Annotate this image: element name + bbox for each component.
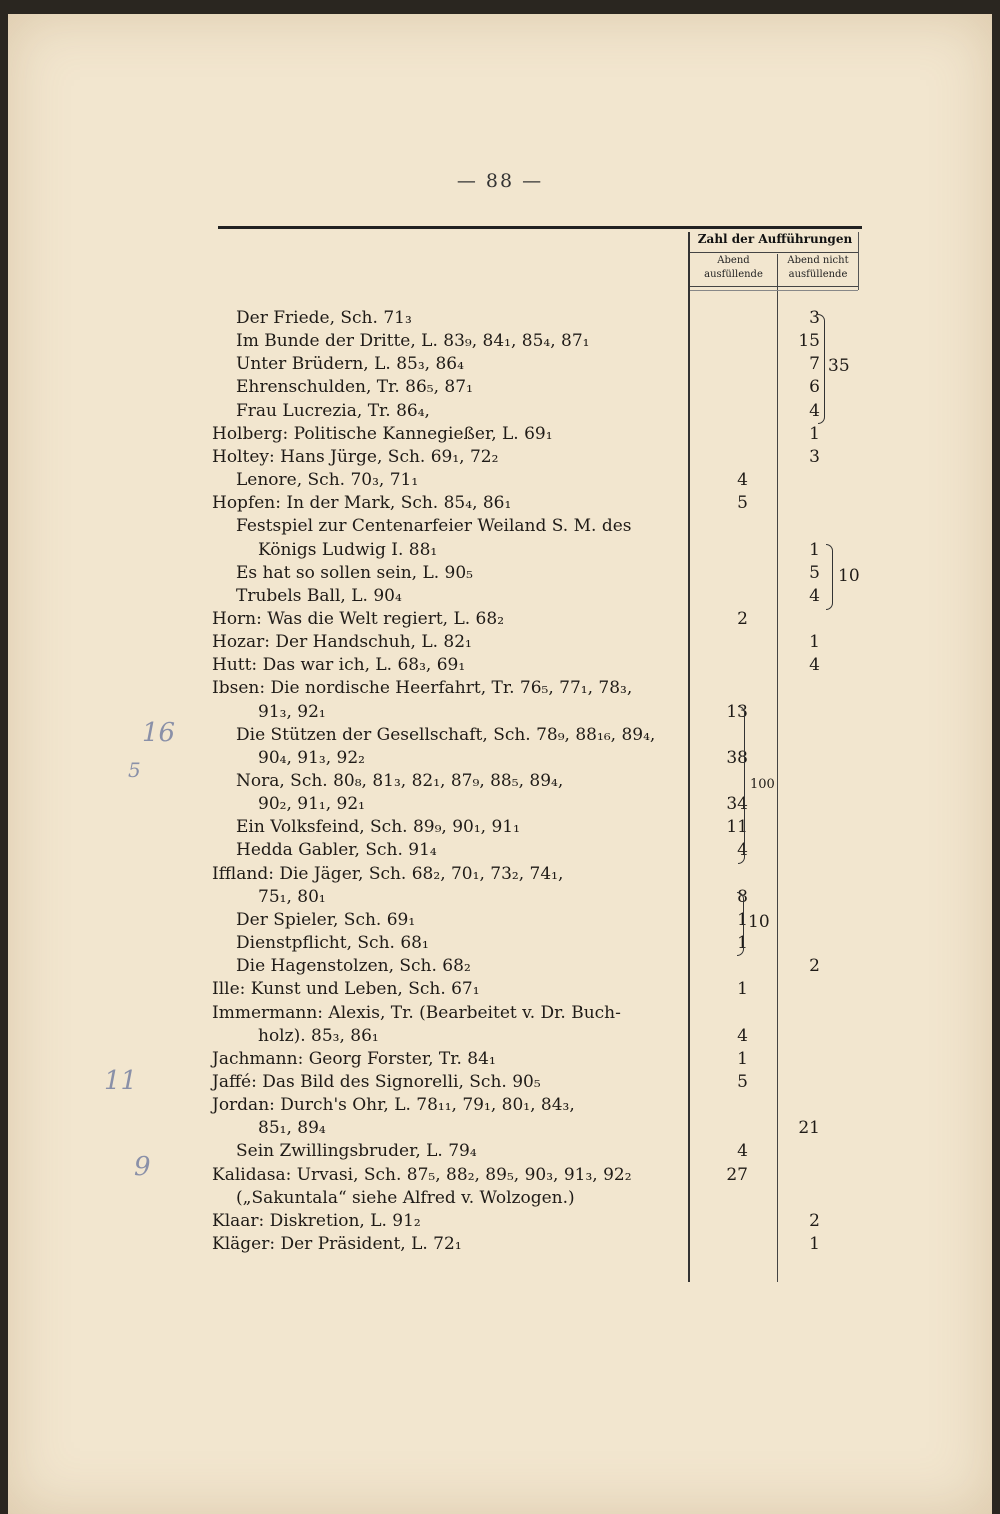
count-full-evening: 2 [737,608,748,629]
entry-text: Frau Lucrezia, Tr. 86₄, [236,400,430,421]
count-full-evening: 1 [737,979,748,1000]
table-row [0,401,1000,424]
count-partial-evening: 1 [809,423,820,444]
count-partial-evening: 4 [809,655,820,676]
entry-text: („Sakuntala“ siehe Alfred v. Wolzogen.) [236,1187,575,1208]
count-partial-evening: 1 [809,539,820,560]
table-row [0,609,1000,632]
entry-text: Die Stützen der Gesellschaft, Sch. 78₉, 88₁₆, 89₄, [236,724,656,745]
brace [737,892,744,956]
column-header-b: Abend nicht ausfüllende [787,255,849,280]
entry-text: Klaar: Diskretion, L. 91₂ [212,1210,421,1231]
group-total: 10 [838,566,860,586]
brace [826,544,833,610]
entry-text: Im Bunde der Dritte, L. 83₉, 84₁, 85₄, 87₁ [236,331,590,352]
entry-text: 91₃, 92₁ [258,701,326,722]
header-rule [690,286,858,287]
entry-text: Sein Zwillingsbruder, L. 79₄ [236,1141,477,1162]
entry-text: 75₁, 80₁ [258,886,326,907]
pencil-note: 9 [134,1152,151,1182]
entry-text: Nora, Sch. 80₈, 81₃, 82₁, 87₉, 88₅, 89₄, [236,771,564,791]
entry-text: Hopfen: In der Mark, Sch. 85₄, 86₁ [212,493,512,514]
entry-text: Der Friede, Sch. 71₃ [236,308,412,328]
count-partial-evening: 3 [809,308,820,328]
entry-text: Horn: Was die Welt regiert, L. 68₂ [212,608,505,629]
count-full-evening: 8 [737,886,748,907]
entry-text: Der Spieler, Sch. 69₁ [236,909,416,930]
entry-text: Trubels Ball, L. 90₄ [236,585,402,606]
table-row [0,748,1000,771]
table-row [0,817,1000,840]
count-full-evening: 1 [737,933,748,954]
group-total: 100 [750,777,775,792]
table-row [0,1188,1000,1211]
table-row [0,933,1000,956]
entry-text: Jaffé: Das Bild des Signorelli, Sch. 90₅ [212,1071,541,1092]
count-partial-evening: 21 [798,1118,820,1139]
count-full-evening: 4 [737,470,748,491]
count-full-evening: 38 [726,747,748,768]
entry-text: Die Hagenstolzen, Sch. 68₂ [236,956,471,977]
count-partial-evening: 1 [809,1234,820,1254]
entry-text: Jordan: Durch's Ohr, L. 78₁₁, 79₁, 80₁, 84₃, [212,1095,575,1116]
entry-text: Ein Volksfeind, Sch. 89₉, 90₁, 91₁ [236,817,520,838]
entry-text: Immermann: Alexis, Tr. (Bearbeitet v. Dr. Buch- [212,1002,621,1023]
table-row [0,979,1000,1002]
table-row [0,1234,1000,1257]
entry-text: Kläger: Der Präsident, L. 72₁ [212,1234,462,1254]
table-row [0,1072,1000,1095]
count-partial-evening: 1 [809,632,820,653]
page-number: — 88 — [456,170,544,192]
table-row [0,470,1000,493]
table-row [0,840,1000,863]
table-row [0,1095,1000,1118]
entry-text: Festspiel zur Centenarfeier Weiland S. M. des [236,516,632,537]
column-divider [858,232,859,290]
header-rule [690,290,858,291]
count-partial-evening: 2 [809,1210,820,1231]
pencil-note: 16 [142,718,176,748]
count-full-evening: 1 [737,909,748,930]
table-row [0,447,1000,470]
column-group-title: Zahl der Aufführungen [697,232,853,246]
entry-text: Hutt: Das war ich, L. 68₃, 69₁ [212,655,466,676]
entry-text: Hozar: Der Handschuh, L. 82₁ [212,632,472,653]
table-row [0,377,1000,400]
entry-text: Ibsen: Die nordische Heerfahrt, Tr. 76₅, 77₁, 78₃, [212,678,633,699]
entry-text: Holtey: Hans Jürge, Sch. 69₁, 72₂ [212,446,499,467]
entry-text: 90₄, 91₃, 92₂ [258,747,365,768]
entry-text: Unter Brüdern, L. 85₃, 86₄ [236,354,464,375]
count-full-evening: 11 [726,817,748,838]
count-partial-evening: 7 [809,354,820,375]
table-row [0,887,1000,910]
table-row [0,655,1000,678]
table-row [0,308,1000,331]
count-partial-evening: 4 [809,400,820,421]
count-full-evening: 5 [737,493,748,514]
top-rule [218,226,862,229]
header-rule [690,252,858,253]
group-total: 35 [828,356,850,376]
count-full-evening: 1 [737,1048,748,1069]
table-row [0,354,1000,377]
table-row [0,794,1000,817]
table-row [0,771,1000,794]
column-header-a: Abend ausfüllende [704,255,763,280]
entry-text: Iffland: Die Jäger, Sch. 68₂, 70₁, 73₂, 74₁, [212,863,564,884]
table-row [0,516,1000,539]
count-full-evening: 4 [737,1141,748,1162]
table-row [0,1049,1000,1072]
entry-text: Jachmann: Georg Forster, Tr. 84₁ [212,1048,496,1069]
entry-text: Dienstpflicht, Sch. 68₁ [236,933,429,954]
count-partial-evening: 5 [809,562,820,583]
count-full-evening: 5 [737,1071,748,1092]
entry-text: Königs Ludwig I. 88₁ [258,539,438,560]
table-row [0,1026,1000,1049]
table-row [0,586,1000,609]
table-row [0,1211,1000,1234]
table-row [0,424,1000,447]
group-total: 10 [748,912,770,932]
count-partial-evening: 15 [798,331,820,352]
entry-text: 85₁, 89₄ [258,1118,326,1139]
entry-text: Es hat so sollen sein, L. 90₅ [236,562,473,583]
entry-text: holz). 85₃, 86₁ [258,1025,379,1046]
count-full-evening: 4 [737,1025,748,1046]
pencil-note: 5 [128,758,141,782]
count-partial-evening: 2 [809,956,820,977]
table-row [0,540,1000,563]
count-full-evening: 4 [737,840,748,861]
table-row [0,1118,1000,1141]
brace [738,706,745,864]
entry-text: Ille: Kunst und Leben, Sch. 67₁ [212,979,480,1000]
count-partial-evening: 6 [809,377,820,398]
entry-text: Lenore, Sch. 70₃, 71₁ [236,470,419,491]
table-row [0,678,1000,701]
table-row [0,1003,1000,1026]
brace [818,314,825,424]
count-full-evening: 34 [726,794,748,815]
table-row [0,956,1000,979]
table-row [0,864,1000,887]
entry-text: Kalidasa: Urvasi, Sch. 87₅, 88₂, 89₅, 90₃, 91₃, 92₂ [212,1164,632,1185]
table-row [0,331,1000,354]
count-partial-evening: 3 [809,446,820,467]
count-full-evening: 27 [726,1164,748,1185]
table-row [0,632,1000,655]
entry-text: 90₂, 91₁, 92₁ [258,794,365,815]
entry-text: Ehrenschulden, Tr. 86₅, 87₁ [236,377,473,398]
count-full-evening: 13 [726,701,748,722]
entry-text: Holberg: Politische Kannegießer, L. 69₁ [212,423,553,444]
table-row [0,910,1000,933]
table-row [0,493,1000,516]
pencil-note: 11 [104,1066,138,1096]
entry-text: Hedda Gabler, Sch. 91₄ [236,840,437,861]
count-partial-evening: 4 [809,585,820,606]
